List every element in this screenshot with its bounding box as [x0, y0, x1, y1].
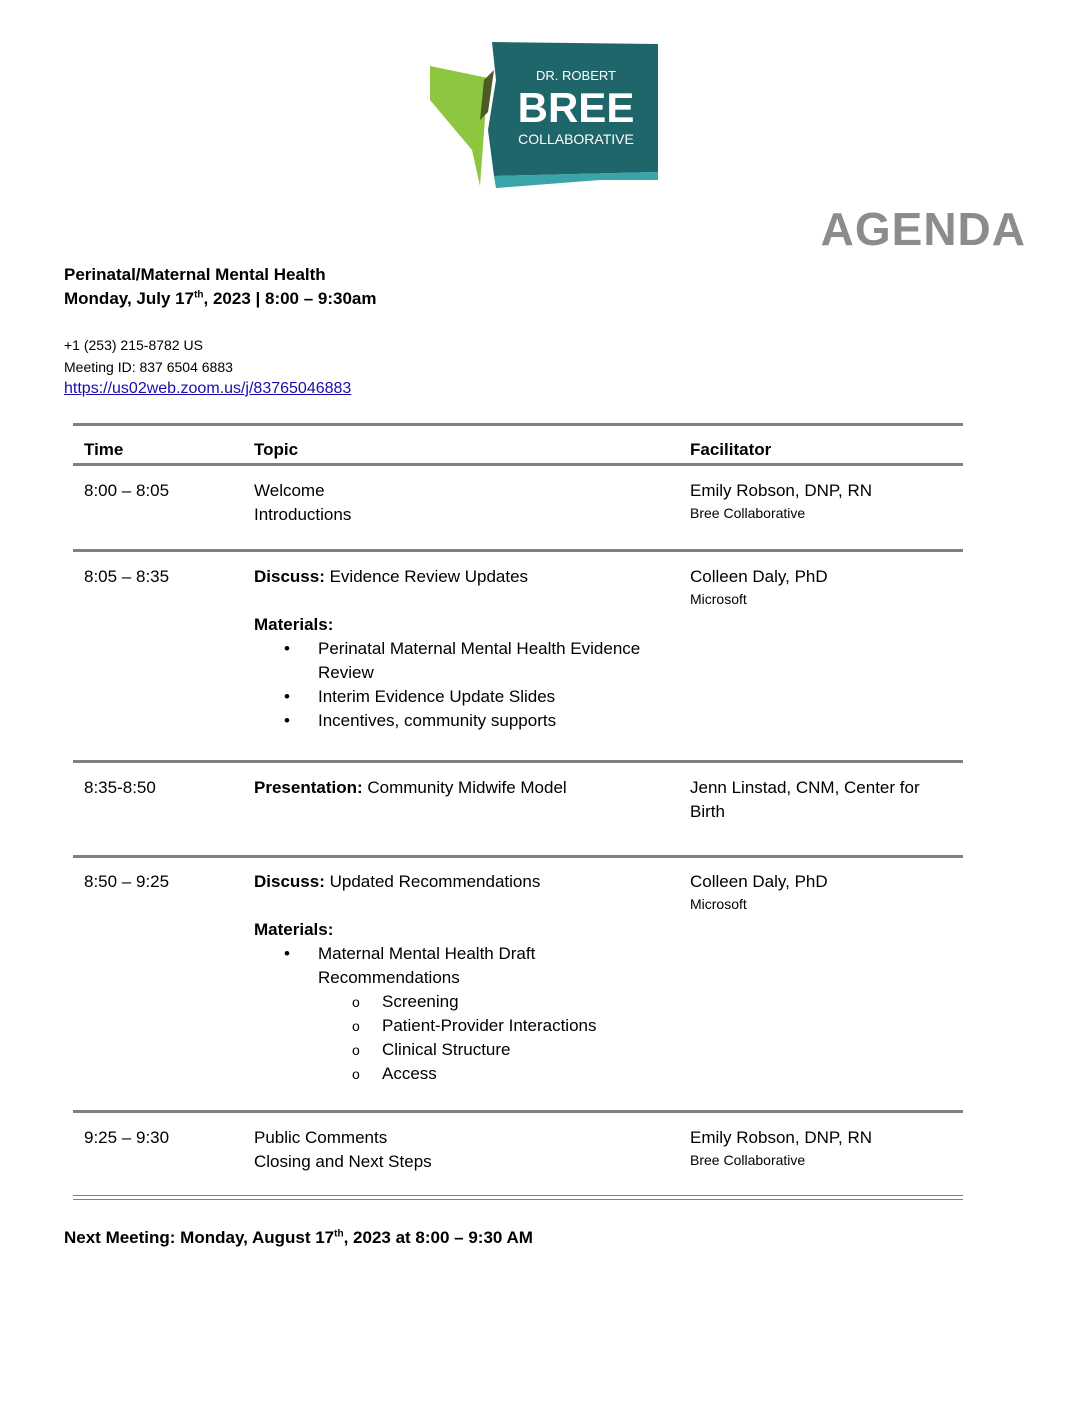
facilitator-name: Colleen Daly, PhD	[690, 567, 828, 586]
row-topic	[254, 776, 674, 800]
list-item-text: Interim Evidence Update Slides	[318, 687, 556, 706]
circle-bullet-icon: o	[352, 1042, 360, 1058]
meeting-date-suffix: , 2023 | 8:00 – 9:30am	[203, 289, 377, 308]
list-item	[254, 942, 598, 990]
materials-label: Materials:	[254, 920, 334, 939]
logo-line3: COLLABORATIVE	[518, 131, 634, 147]
topic-line	[254, 565, 674, 589]
table-bottom-rule	[73, 1195, 963, 1196]
facilitator-name: Jenn Linstad, CNM, Center for Birth	[690, 778, 920, 821]
row-facilitator	[690, 776, 940, 824]
list-item-text: Incentives, community supports	[318, 711, 557, 730]
header-time: Time	[84, 440, 124, 459]
row-time: 8:35-8:50	[84, 778, 156, 797]
meeting-date-prefix: Monday, July 17	[64, 289, 195, 308]
list-item-text: Maternal Mental Health Draft Recommendations	[318, 944, 536, 987]
materials-list	[254, 637, 688, 733]
sub-list-item-text: Access	[382, 1064, 437, 1083]
topic-text: Evidence Review Updates	[324, 567, 529, 586]
facilitator-name: Emily Robson, DNP, RN	[690, 1128, 873, 1147]
bullet-icon: •	[284, 639, 290, 658]
sub-list-item-text: Patient-Provider Interactions	[382, 1016, 597, 1035]
row-divider	[73, 760, 963, 763]
row-topic	[254, 1126, 674, 1174]
sub-list-item	[254, 1038, 598, 1062]
next-meeting-sup: th	[334, 1228, 344, 1240]
topic-line: Closing and Next Steps	[254, 1152, 432, 1171]
list-item	[254, 709, 688, 733]
logo-green-state-shape	[430, 66, 488, 186]
dial-in-phone: +1 (253) 215-8782 US	[64, 337, 203, 353]
topic-label: Discuss:	[254, 567, 325, 586]
row-facilitator	[690, 870, 950, 914]
materials-list	[254, 942, 598, 1086]
list-item	[254, 637, 688, 685]
next-meeting-suffix: , 2023 at 8:00 – 9:30 AM	[343, 1228, 533, 1247]
facilitator-org: Bree Collaborative	[690, 505, 806, 521]
sub-list-item	[254, 990, 598, 1014]
meeting-title: Perinatal/Maternal Mental Health	[64, 265, 326, 284]
header-bottom-rule	[73, 463, 963, 466]
facilitator-org: Microsoft	[690, 591, 747, 607]
next-meeting-prefix: Next Meeting: Monday, August 17	[64, 1228, 335, 1247]
topic-line	[254, 870, 674, 894]
sub-list-item	[254, 1062, 598, 1086]
meeting-date-sup: th	[194, 289, 204, 301]
logo-line1: DR. ROBERT	[536, 68, 616, 83]
circle-bullet-icon: o	[352, 1018, 360, 1034]
sub-list-item-text: Screening	[382, 992, 459, 1011]
table-bottom-rule	[73, 1199, 963, 1200]
topic-line	[254, 776, 674, 800]
circle-bullet-icon: o	[352, 1066, 360, 1082]
zoom-link[interactable]: https://us02web.zoom.us/j/83765046883	[64, 380, 352, 397]
list-item-text: Perinatal Maternal Mental Health Evidence Review	[318, 639, 641, 682]
row-time: 8:00 – 8:05	[84, 481, 170, 500]
sub-list-item	[254, 1014, 598, 1038]
bullet-icon: •	[284, 944, 290, 963]
topic-line: Introductions	[254, 505, 352, 524]
facilitator-org: Microsoft	[690, 896, 747, 912]
list-item	[254, 685, 688, 709]
row-divider	[73, 549, 963, 552]
logo-line2: BREE	[517, 84, 635, 131]
topic-line: Welcome	[254, 481, 325, 500]
row-time: 8:50 – 9:25	[84, 872, 170, 891]
bullet-icon: •	[284, 711, 290, 730]
facilitator-name: Emily Robson, DNP, RN	[690, 481, 873, 500]
row-time: 8:05 – 8:35	[84, 567, 170, 586]
row-facilitator	[690, 565, 950, 609]
topic-label: Discuss:	[254, 872, 325, 891]
row-time: 9:25 – 9:30	[84, 1128, 170, 1147]
sub-list-item-text: Clinical Structure	[382, 1040, 511, 1059]
topic-text: Community Midwife Model	[362, 778, 567, 797]
header-topic: Topic	[254, 440, 299, 459]
topic-text: Updated Recommendations	[324, 872, 541, 891]
row-divider	[73, 855, 963, 858]
circle-bullet-icon: o	[352, 994, 360, 1010]
facilitator-org: Bree Collaborative	[690, 1152, 806, 1168]
facilitator-name: Colleen Daly, PhD	[690, 872, 828, 891]
topic-line: Public Comments	[254, 1128, 388, 1147]
bullet-icon: •	[284, 687, 290, 706]
next-meeting	[64, 1226, 533, 1250]
topic-label: Presentation:	[254, 778, 363, 797]
row-topic	[254, 870, 674, 942]
logo-graphic	[428, 40, 660, 192]
header-facilitator: Facilitator	[690, 440, 772, 459]
table-top-rule	[73, 423, 963, 426]
row-divider	[73, 1110, 963, 1113]
row-facilitator	[690, 1126, 950, 1170]
bree-collaborative-logo	[428, 40, 660, 192]
meeting-date	[64, 287, 377, 311]
agenda-title: AGENDA	[820, 203, 1026, 255]
row-topic	[254, 565, 674, 637]
materials-label: Materials:	[254, 615, 334, 634]
row-facilitator	[690, 479, 950, 523]
meeting-id: Meeting ID: 837 6504 6883	[64, 359, 233, 375]
row-topic	[254, 479, 674, 527]
